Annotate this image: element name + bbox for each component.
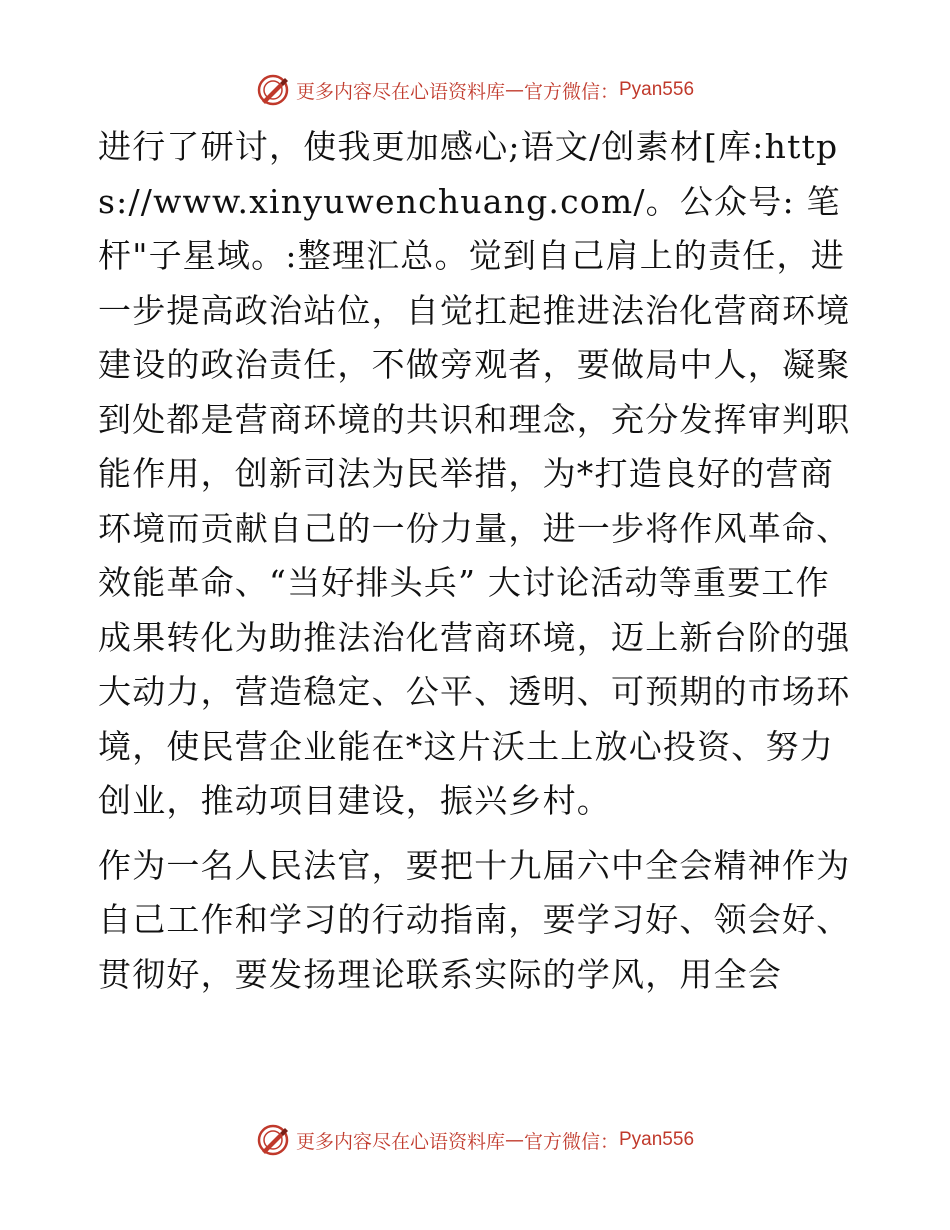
banner-site-text: 更多内容尽在心语资料库 <box>295 1130 505 1153</box>
banner-wechat-label: 官方微信： <box>523 80 619 103</box>
banner-wechat-id: Pyan556 <box>619 1129 695 1150</box>
banner-site-text: 更多内容尽在心语资料库 <box>295 80 505 103</box>
banner-dash: — <box>504 1129 524 1151</box>
banner-wechat-label: 官方微信： <box>523 1130 619 1153</box>
body-paragraph: 进行了研讨，使我更加感心;语文/创素材[库:https://www.xinyuwenchuang.com/。公众号: 笔杆"子星域。:整理汇总。觉到自己肩上的责任，进一步提高政治站位，自觉扛起推进法治化营商环境建设的政治责任，不做旁观者，要做局中人，凝聚到处都是营商环境的共识和理念，充分发挥审判职能作用，创新司法为民举措，为*打造良好的营商环境而贡献自己的一份力量，进一步将作风革命、效能革命、“当好排头兵” 大讨论活动等重要工作成果转化为助推法治化营商环境，迈上新台阶的强大动力，营造稳定、公平、透明、可预期的市场环境，使民营企业能在*这片沃土上放心投资、努力创业，推动项目建设，振兴乡村。 <box>98 127 851 820</box>
pen-logo-icon <box>256 73 290 107</box>
pen-logo-icon <box>256 1123 290 1157</box>
banner-dash: — <box>504 79 524 101</box>
body-paragraph: 作为一名人民法官，要把十九届六中全会精神作为自己工作和学习的行动指南，要学习好、领会好、贯彻好，要发扬理论联系实际的学风，用全会 <box>98 845 851 994</box>
document-body <box>98 120 858 1002</box>
banner-wechat-id: Pyan556 <box>619 79 695 100</box>
header-banner <box>0 70 950 110</box>
footer-banner <box>0 1120 950 1160</box>
